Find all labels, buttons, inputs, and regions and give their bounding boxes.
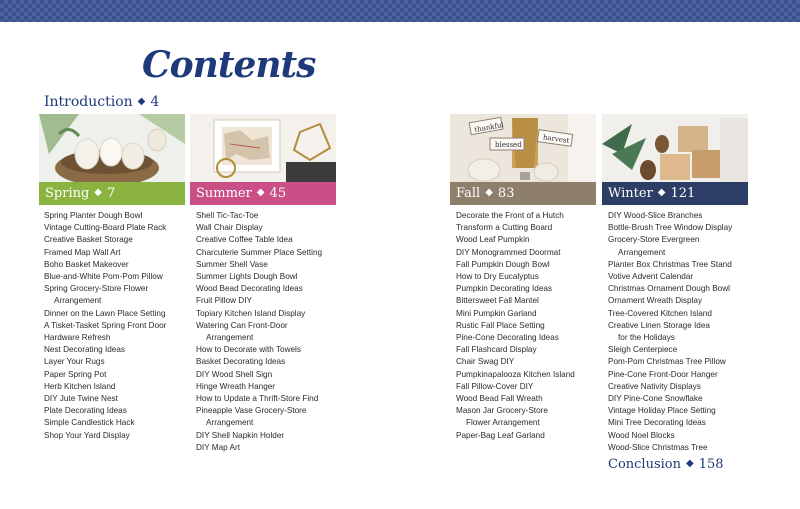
fall-tag-blessed: blessed	[495, 141, 522, 149]
toc-entry-title: Vintage Cutting-Board Plate Rack	[44, 223, 167, 233]
winter-project-list	[608, 210, 732, 454]
toc-entry-title: Wood Bead Fall Wreath	[456, 394, 543, 404]
toc-entry[interactable]	[456, 369, 575, 381]
toc-entry-title: Creative Linen Storage Idea	[608, 320, 710, 330]
toc-entry-title: Charcuterie Summer Place Setting	[196, 247, 323, 257]
toc-entry-title: Herb Kitchen Island	[44, 381, 116, 391]
toc-entry[interactable]	[196, 308, 322, 320]
toc-entry-title: Framed Map Wall Art	[44, 247, 121, 257]
toc-entry-title: Votive Advent Calendar	[608, 272, 694, 282]
toc-entry[interactable]	[44, 356, 166, 368]
diamond-icon: ◆	[94, 187, 102, 198]
intro-label: Introduction	[44, 94, 133, 110]
toc-entry-title: Pumpkin Decorating Ideas	[456, 284, 553, 294]
toc-entry-title-continued: Arrangement	[206, 418, 254, 428]
toc-entry-title: DIY Wood Shell Sign	[196, 369, 273, 379]
toc-entry[interactable]	[196, 210, 322, 222]
spring-label: Spring	[45, 186, 90, 201]
toc-entry[interactable]	[44, 381, 166, 393]
conclusion-label: Conclusion	[608, 457, 681, 472]
toc-entry[interactable]	[44, 332, 166, 344]
season-bar-fall[interactable]	[450, 182, 596, 205]
toc-entry[interactable]	[456, 210, 575, 222]
toc-entry[interactable]	[44, 234, 166, 246]
toc-entry[interactable]	[608, 308, 732, 320]
toc-entry-title: Shell Tic-Tac-Toe	[196, 211, 259, 220]
decorative-top-band	[0, 0, 800, 22]
toc-entry-title: Ornament Wreath Display	[608, 296, 703, 306]
toc-entry[interactable]	[196, 295, 322, 307]
toc-entry-title: Bittersweet Fall Mantel	[456, 296, 539, 306]
toc-entry-title: DIY Map Art	[196, 442, 240, 452]
toc-entry-title: Transform a Cutting Board	[456, 223, 553, 233]
toc-entry-title: Pom-Pom Christmas Tree Pillow	[608, 357, 726, 367]
toc-entry-title: Pine-Cone Decorating Ideas	[456, 333, 559, 343]
toc-entry[interactable]	[608, 344, 732, 356]
toc-entry-title: Pine-Cone Front-Door Hanger	[608, 369, 718, 379]
toc-entry[interactable]	[196, 405, 322, 429]
toc-entry-title: Creative Coffee Table Idea	[196, 235, 293, 245]
toc-entry-title: Rustic Fall Place Setting	[456, 320, 545, 330]
toc-entry[interactable]	[456, 271, 575, 283]
toc-entry[interactable]	[608, 259, 732, 271]
summer-label: Summer	[196, 186, 252, 201]
toc-entry[interactable]	[196, 356, 322, 368]
toc-entry[interactable]	[456, 320, 575, 332]
toc-entry-title: DIY Pine-Cone Snowflake	[608, 394, 703, 404]
toc-entry[interactable]	[456, 308, 575, 320]
diamond-icon: ◆	[686, 458, 694, 469]
toc-entry-title: Blue-and-White Pom-Pom Pillow	[44, 272, 163, 282]
toc-entry[interactable]	[196, 222, 322, 234]
toc-entry-title: Mini Pumpkin Garland	[456, 308, 537, 318]
toc-entry[interactable]	[456, 430, 575, 442]
toc-entry[interactable]	[196, 320, 322, 344]
toc-entry[interactable]	[608, 320, 732, 344]
toc-entry-title-continued: Arrangement	[54, 296, 102, 306]
toc-entry[interactable]	[608, 356, 732, 368]
toc-entry-title: Watering Can Front-Door	[196, 320, 288, 330]
toc-entry[interactable]	[608, 271, 732, 283]
toc-entry[interactable]	[608, 234, 732, 258]
toc-entry-title: Hinge Wreath Hanger	[196, 381, 276, 391]
toc-entry-title: Grocery-Store Evergreen	[608, 235, 700, 245]
spring-photo	[39, 114, 185, 182]
toc-entry-title: Fall Pumpkin Dough Bowl	[456, 259, 550, 269]
toc-entry-title: Plate Decorating Ideas	[44, 406, 127, 416]
toc-entry[interactable]	[44, 283, 166, 307]
winter-label: Winter	[608, 186, 653, 201]
toc-entry-title: Dinner on the Lawn Place Setting	[44, 308, 166, 318]
toc-entry-title: Tree-Covered Kitchen Island	[608, 308, 712, 318]
toc-entry[interactable]	[44, 210, 166, 222]
toc-entry[interactable]	[608, 222, 732, 234]
spring-page: 7	[107, 186, 116, 201]
season-bar-winter[interactable]	[602, 182, 748, 205]
toc-entry-title: Shop Your Yard Display	[44, 430, 130, 440]
toc-entry-title: Boho Basket Makeover	[44, 259, 129, 269]
toc-entry[interactable]	[456, 381, 575, 393]
toc-entry[interactable]	[456, 259, 575, 271]
toc-entry[interactable]	[608, 393, 732, 405]
toc-entry[interactable]	[196, 393, 322, 405]
toc-entry-title: Bottle-Brush Tree Window Display	[608, 223, 733, 233]
season-bar-summer[interactable]	[190, 182, 336, 205]
summer-page: 45	[269, 186, 287, 201]
toc-entry-title: Fall Pillow-Cover DIY	[456, 381, 534, 391]
toc-entry-title: Wood Bead Decorating Ideas	[196, 284, 303, 294]
toc-entry[interactable]	[456, 332, 575, 344]
toc-entry[interactable]	[456, 405, 575, 429]
toc-entry[interactable]	[196, 442, 322, 454]
toc-entry-title: Summer Shell Vase	[196, 259, 268, 269]
toc-entry-title: Decorate the Front of a Hutch	[456, 211, 564, 220]
intro-entry[interactable]	[44, 94, 159, 110]
toc-entry-title-continued: Arrangement	[618, 247, 666, 257]
toc-entry-title: Christmas Ornament Dough Bowl	[608, 284, 730, 294]
toc-entry-title: Simple Candlestick Hack	[44, 418, 135, 428]
toc-entry-title-continued: Arrangement	[206, 333, 254, 343]
diamond-icon: ◆	[256, 187, 265, 198]
toc-entry[interactable]	[456, 344, 575, 356]
toc-entry-title-continued: for the Holidays	[618, 333, 675, 343]
toc-entry-title: Mini Tree Decorating Ideas	[608, 418, 706, 428]
toc-entry-title: Spring Grocery-Store Flower	[44, 284, 149, 294]
toc-entry-title: Nest Decorating Ideas	[44, 345, 126, 355]
toc-entry[interactable]	[44, 271, 166, 283]
toc-entry-title: Creative Basket Storage	[44, 235, 133, 245]
season-bar-spring[interactable]	[39, 182, 185, 205]
toc-entry[interactable]	[196, 381, 322, 393]
toc-entry-title: Chair Swag DIY	[456, 357, 515, 367]
summer-photo	[190, 114, 336, 182]
diamond-icon: ◆	[657, 187, 666, 198]
toc-entry-title: Topiary Kitchen Island Display	[196, 308, 306, 318]
toc-entry[interactable]	[44, 222, 166, 234]
fall-tag-thankful: thankful	[473, 120, 505, 134]
toc-entry[interactable]	[196, 430, 322, 442]
toc-entry-title: Creative Nativity Displays	[608, 381, 701, 391]
toc-entry[interactable]	[608, 442, 732, 454]
toc-entry-title: Wood Noel Blocks	[608, 430, 675, 440]
summer-project-list	[196, 210, 322, 454]
toc-entry[interactable]	[196, 344, 322, 356]
toc-entry[interactable]	[44, 344, 166, 356]
toc-entry[interactable]	[608, 369, 732, 381]
toc-entry[interactable]	[44, 417, 166, 429]
toc-entry[interactable]	[456, 234, 575, 246]
toc-entry[interactable]	[44, 308, 166, 320]
toc-entry[interactable]	[196, 259, 322, 271]
toc-entry-title: DIY Wood-Slice Branches	[608, 211, 703, 220]
conclusion-page: 158	[698, 457, 724, 472]
toc-entry-title-continued: Flower Arrangement	[466, 418, 540, 428]
conclusion-entry[interactable]	[608, 457, 724, 472]
toc-entry-title: Summer Lights Dough Bowl	[196, 272, 298, 282]
spring-project-list	[44, 210, 166, 442]
toc-entry[interactable]	[196, 369, 322, 381]
toc-entry[interactable]	[456, 283, 575, 295]
intro-page: 4	[150, 94, 160, 110]
toc-entry-title: A Tisket-Tasket Spring Front Door	[44, 320, 167, 330]
diamond-icon: ◆	[485, 187, 493, 198]
fall-page: 83	[497, 186, 515, 201]
page-title: Contents	[142, 44, 316, 86]
diamond-icon: ◆	[137, 96, 146, 107]
toc-entry-title: Hardware Refresh	[44, 333, 111, 343]
toc-entry-title: How to Decorate with Towels	[196, 345, 301, 355]
toc-entry[interactable]	[456, 222, 575, 234]
toc-entry[interactable]	[196, 247, 322, 259]
toc-entry-title: Paper Spring Pot	[44, 369, 107, 379]
toc-entry-title: How to Update a Thrift-Store Find	[196, 394, 319, 404]
fall-project-list	[456, 210, 575, 442]
toc-entry-title: How to Dry Eucalyptus	[456, 272, 539, 282]
toc-entry-title: Layer Your Rugs	[44, 357, 105, 367]
toc-entry[interactable]	[44, 259, 166, 271]
fall-tag-harvest: harvest	[542, 133, 570, 145]
toc-entry[interactable]	[456, 356, 575, 368]
winter-page: 121	[670, 186, 696, 201]
toc-entry-title: DIY Monogrammed Doormat	[456, 247, 561, 257]
fall-label: Fall	[456, 186, 481, 201]
toc-entry[interactable]	[44, 247, 166, 259]
toc-entry[interactable]	[456, 393, 575, 405]
toc-entry-title: DIY Jute Twine Nest	[44, 394, 118, 404]
toc-entry[interactable]	[44, 369, 166, 381]
winter-photo	[602, 114, 748, 182]
toc-entry[interactable]	[608, 295, 732, 307]
toc-entry-title: Basket Decorating Ideas	[196, 357, 286, 367]
toc-entry[interactable]	[608, 430, 732, 442]
toc-entry[interactable]	[44, 320, 166, 332]
toc-entry[interactable]	[608, 381, 732, 393]
toc-entry-title: Pumpkinapalooza Kitchen Island	[456, 369, 575, 379]
toc-entry-title: Vintage Holiday Place Setting	[608, 406, 716, 416]
fall-photo	[450, 114, 596, 182]
toc-entry-title: Planter Box Christmas Tree Stand	[608, 259, 732, 269]
toc-entry-title: Wood-Slice Christmas Tree	[608, 442, 708, 452]
toc-entry[interactable]	[608, 210, 732, 222]
toc-entry-title: Spring Planter Dough Bowl	[44, 211, 143, 220]
toc-entry[interactable]	[196, 271, 322, 283]
toc-entry[interactable]	[456, 247, 575, 259]
toc-entry[interactable]	[44, 393, 166, 405]
toc-entry[interactable]	[608, 405, 732, 417]
toc-entry-title: Paper-Bag Leaf Garland	[456, 430, 545, 440]
toc-entry[interactable]	[608, 283, 732, 295]
toc-entry-title: Pineapple Vase Grocery-Store	[196, 406, 307, 416]
toc-entry[interactable]	[196, 283, 322, 295]
toc-entry-title: Mason Jar Grocery-Store	[456, 406, 548, 416]
toc-entry-title: Fruit Pillow DIY	[196, 296, 252, 306]
toc-entry[interactable]	[456, 295, 575, 307]
toc-entry-title: Fall Flashcard Display	[456, 345, 537, 355]
toc-entry[interactable]	[44, 430, 166, 442]
toc-entry-title: Wall Chair Display	[196, 223, 263, 233]
toc-entry-title: Wood Leaf Pumpkin	[456, 235, 530, 245]
toc-entry[interactable]	[608, 417, 732, 429]
toc-entry[interactable]	[44, 405, 166, 417]
toc-entry[interactable]	[196, 234, 322, 246]
toc-entry-title: Sleigh Centerpiece	[608, 345, 678, 355]
toc-entry-title: DIY Shell Napkin Holder	[196, 430, 285, 440]
